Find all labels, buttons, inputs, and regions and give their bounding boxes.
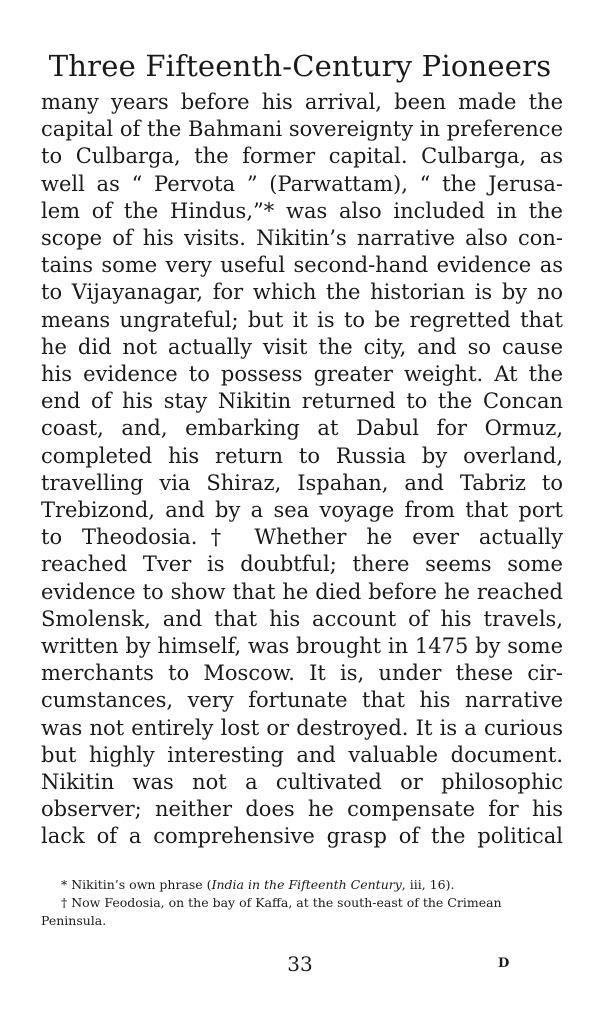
- body-line: capital of the Bahmani sovereignty in preference: [41, 117, 563, 142]
- body-line: means ungrateful; but it is to be regretted that: [41, 307, 563, 332]
- body-line: end of his stay Nikitin returned to the Concan: [41, 389, 563, 414]
- body-line: evidence to show that he died before he reached: [41, 579, 563, 604]
- body-line: observer; neither does he compensate for his: [41, 797, 563, 822]
- body-line: scope of his visits. Nikitin’s narrative also con-: [41, 226, 563, 251]
- body-line: merchants to Moscow. It is, under these cir-: [41, 661, 563, 686]
- body-line: Nikitin was not a cultivated or philosophic: [41, 770, 563, 795]
- body-line: coast, and, embarking at Dabul for Ormuz,: [41, 416, 563, 441]
- body-line: lack of a comprehensive grasp of the political: [41, 824, 563, 849]
- body-line: was not entirely lost or destroyed. It is a curious: [41, 715, 563, 740]
- signature-mark: D: [498, 956, 510, 971]
- body-line: Smolensk, and that his account of his travels,: [41, 606, 563, 631]
- footnote-2-line-2: Peninsula.: [41, 913, 107, 928]
- body-line: written by himself, was brought in 1475 by some: [41, 634, 563, 659]
- body-line: cumstances, very fortunate that his narrative: [41, 688, 563, 713]
- body-line: but highly interesting and valuable document.: [41, 742, 563, 767]
- footnote-2-line-1: † Now Feodosia, on the bay of Kaffa, at the south-east of the Crimean: [61, 895, 502, 910]
- body-line: his evidence to possess greater weight. At the: [41, 362, 563, 387]
- body-line: reached Tver is doubtful; there seems some: [41, 552, 563, 577]
- footnote-1: [41, 876, 567, 894]
- body-line: lem of the Hindus,”* was also included in the: [41, 198, 563, 223]
- body-line: tains some very useful second-hand evidence as: [41, 253, 563, 278]
- body-line: completed his return to Russia by overland,: [41, 443, 563, 468]
- body-line: to Vijayanagar, for which the historian is by no: [41, 280, 563, 305]
- body-line: well as “ Pervota ” (Parwattam), “ the Jerusa-: [41, 171, 563, 196]
- footnote-1-title: India in the Fifteenth Century: [211, 877, 402, 892]
- page-number: 33: [287, 952, 313, 976]
- footnote-1-citation: , iii, 16).: [401, 877, 455, 892]
- body-line: Trebizond, and by a sea voyage from that port: [41, 498, 563, 523]
- body-text: [41, 89, 563, 851]
- footnote-1-text: * Nikitin’s own phrase (: [61, 877, 212, 892]
- body-line: he did not actually visit the city, and so cause: [41, 334, 563, 359]
- footnotes: [41, 876, 567, 930]
- body-line: to Culbarga, the former capital. Culbarga, as: [41, 144, 563, 169]
- running-head: Three Fifteenth-Century Pioneers: [48, 49, 552, 83]
- body-line: travelling via Shiraz, Ispahan, and Tabriz to: [41, 470, 563, 495]
- body-line: to Theodosia.† Whether he ever actually: [41, 525, 563, 550]
- body-line: many years before his arrival, been made the: [41, 90, 563, 114]
